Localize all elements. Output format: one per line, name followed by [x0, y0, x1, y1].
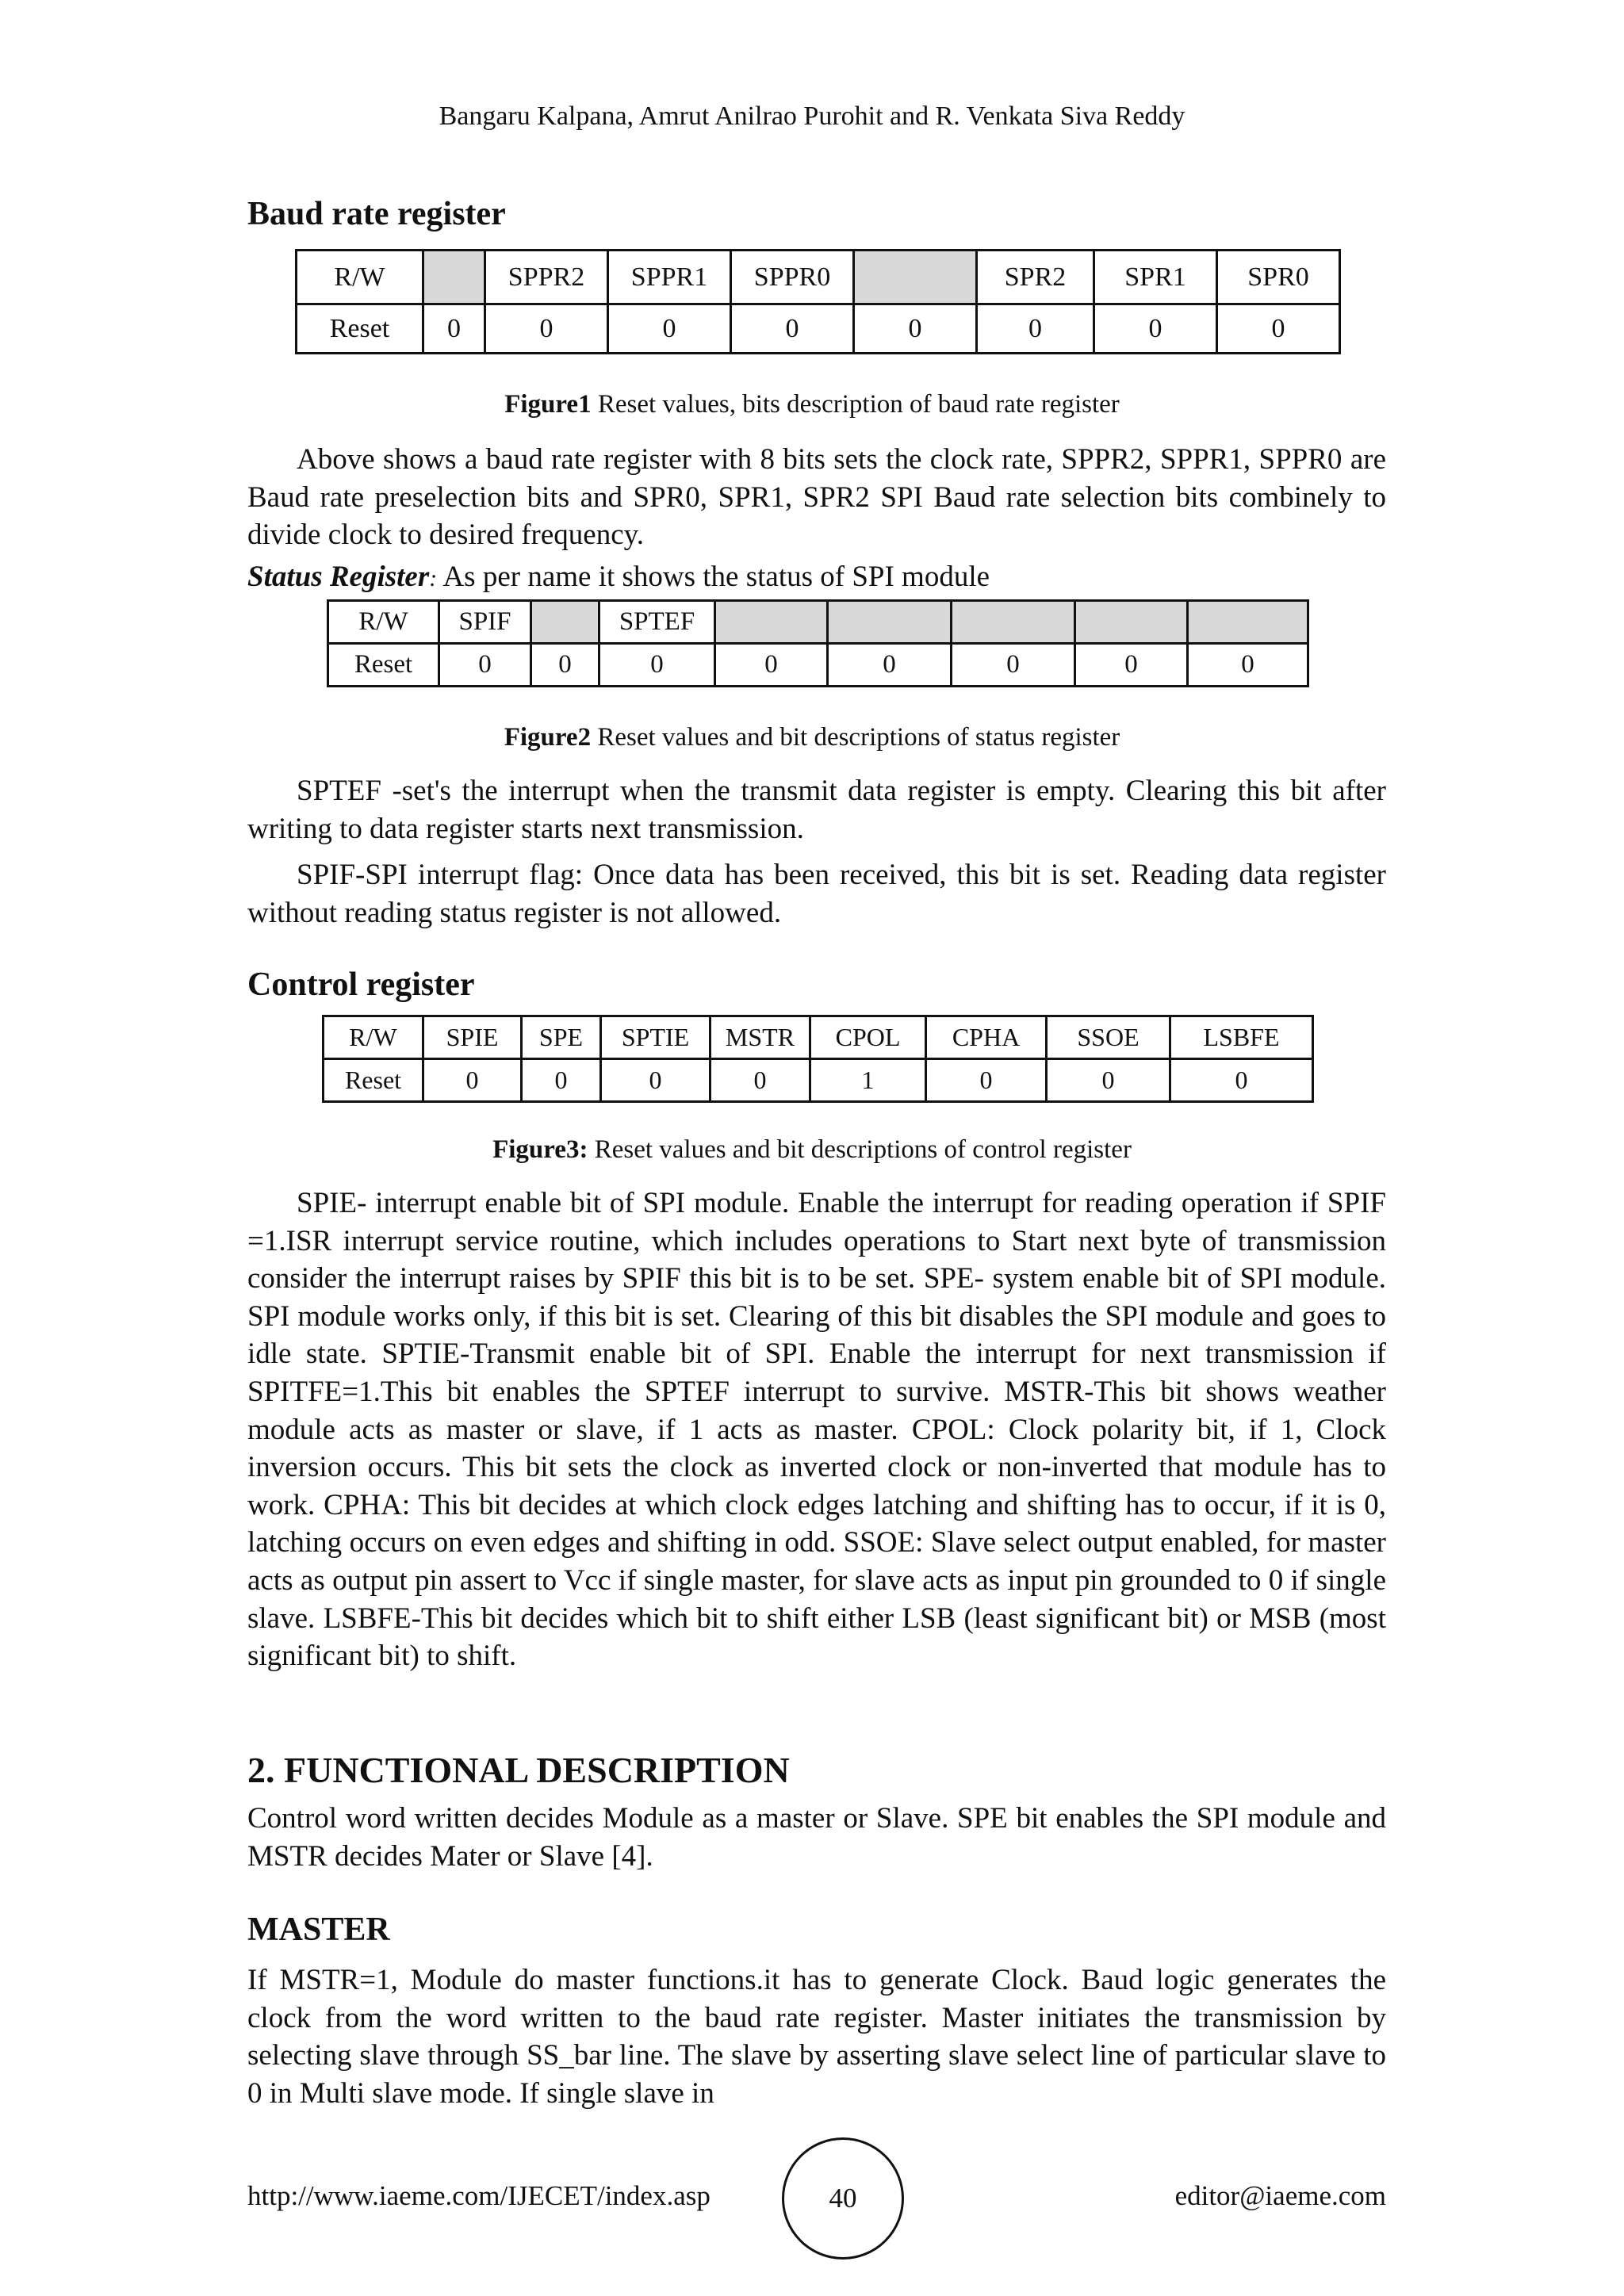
figure3-caption	[0, 1135, 1624, 1165]
figure2-text: Reset values and bit descriptions of status register	[591, 723, 1120, 752]
table-cell: 0	[608, 304, 731, 354]
table-cell	[531, 601, 599, 644]
table-cell: 0	[731, 304, 854, 354]
table-cell	[828, 601, 952, 644]
table-cell: 0	[710, 1059, 810, 1102]
table-cell: 1	[810, 1059, 926, 1102]
status-register-colon: :	[429, 565, 438, 591]
table-cell: SPE	[522, 1016, 601, 1059]
figure3-label: Figure3:	[492, 1135, 588, 1164]
table-cell	[1188, 601, 1308, 644]
baud-rate-heading: Baud rate register	[247, 196, 506, 232]
table-cell: SPPR1	[608, 251, 731, 304]
table-cell: MSTR	[710, 1016, 810, 1059]
status-rw-row	[328, 601, 1308, 644]
table-cell: 0	[1170, 1059, 1313, 1102]
table-cell: 0	[423, 1059, 522, 1102]
functional-description-paragraph: Control word written decides Module as a master or Slave. SPE bit enables the SPI module and MSTR decides Mater or Slave [4].	[247, 1802, 1386, 1873]
status-register-lead	[247, 560, 990, 594]
control-register-paragraph: SPIE- interrupt enable bit of SPI module. Enable the interrupt for reading operation if SPIF =1.ISR interrupt service routine, which includes operations to Start next byte of transmission consider the interrupt raises by SPIF this bit is to be set. SPE- system enable bit of SPI module. SPI module works only, if this bit is set. Clearing of this bit disables the SPI module and goes to idle state. SPTIE-Transmit enable bit of SPI. Enable the interrupt for next transmission if SPITFE=1.This bit enables the SPTEF interrupt to survive. MSTR-This bit shows weather module acts as master or slave, if 1 acts as master. CPOL: Clock polarity bit, if 1, Clock inversion occurs. This bit sets the clock as inverted clock or non-inverted that module has to work. CPHA: This bit decides at which clock edges latching and shifting has to occur, if it is 0, latching occurs on even edges and shifting in odd. SSOE: Slave select output enabled, for master acts as output pin assert to Vcc if single master, for slave acts as input pin grounded to 0 if single slave. LSBFE-This bit decides which bit to shift either LSB (least significant bit) or MSB (most significant bit) to shift.	[247, 1187, 1386, 1673]
table-cell	[952, 601, 1075, 644]
figure2-caption	[0, 723, 1624, 752]
table-cell: Reset	[324, 1059, 423, 1102]
figure3-text: Reset values and bit descriptions of control register	[588, 1135, 1132, 1164]
figure1-label: Figure1	[504, 390, 592, 419]
table-cell	[1075, 601, 1188, 644]
table-cell: SPTIE	[601, 1016, 710, 1059]
status-reset-row	[328, 644, 1308, 687]
table-cell: R/W	[297, 251, 423, 304]
table-cell: 0	[715, 644, 828, 687]
table-cell: CPOL	[810, 1016, 926, 1059]
table-cell: 0	[531, 644, 599, 687]
baud-reset-row	[297, 304, 1340, 354]
table-cell: 0	[522, 1059, 601, 1102]
page-number	[782, 2137, 904, 2260]
footer-email: editor@iaeme.com	[1174, 2180, 1386, 2211]
table-cell: 0	[601, 1059, 710, 1102]
table-cell: SPPR0	[731, 251, 854, 304]
table-cell	[423, 251, 485, 304]
table-cell: SPTEF	[599, 601, 715, 644]
running-header: Bangaru Kalpana, Amrut Anilrao Purohit and R. Venkata Siva Reddy	[439, 101, 1185, 131]
table-cell: SPR1	[1094, 251, 1217, 304]
spif-paragraph: SPIF-SPI interrupt flag: Once data has been received, this bit is set. Reading data register without reading status register is not allowed.	[247, 859, 1386, 929]
table-cell: 0	[828, 644, 952, 687]
control-rw-row	[324, 1016, 1313, 1059]
table-cell: 0	[854, 304, 977, 354]
status-register-table	[327, 599, 1309, 687]
table-cell: 0	[423, 304, 485, 354]
table-cell: 0	[952, 644, 1075, 687]
table-cell: 0	[1075, 644, 1188, 687]
table-cell: 0	[1217, 304, 1340, 354]
table-cell: CPHA	[926, 1016, 1047, 1059]
control-register-table	[322, 1015, 1314, 1103]
sptef-paragraph: SPTEF -set's the interrupt when the transmit data register is empty. Clearing this bit after writing to data register starts next transmission.	[247, 775, 1386, 845]
figure2-label: Figure2	[504, 723, 592, 752]
table-cell: SPR2	[977, 251, 1094, 304]
table-cell: 0	[439, 644, 531, 687]
table-cell: 0	[599, 644, 715, 687]
master-heading: MASTER	[247, 1911, 390, 1948]
figure1-text: Reset values, bits description of baud rate register	[591, 390, 1120, 419]
table-cell: R/W	[328, 601, 439, 644]
baud-rw-row	[297, 251, 1340, 304]
table-cell: 0	[926, 1059, 1047, 1102]
table-cell: SSOE	[1047, 1016, 1170, 1059]
baud-rate-register-table	[295, 249, 1341, 354]
master-paragraph: If MSTR=1, Module do master functions.it has to generate Clock. Baud logic generates the clock from the word written to the baud rate register. Master initiates the transmission by selecting slave through SS_bar line. The slave by asserting slave select line of particular slave to 0 in Multi slave mode. If single slave in	[247, 1964, 1386, 2110]
table-cell: SPPR2	[485, 251, 608, 304]
footer-url: http://www.iaeme.com/IJECET/index.asp	[247, 2180, 710, 2211]
page-number-text: 40	[829, 2183, 857, 2214]
table-cell	[715, 601, 828, 644]
status-register-text: As per name it shows the status of SPI module	[437, 561, 990, 593]
table-cell: LSBFE	[1170, 1016, 1313, 1059]
table-cell: 0	[1094, 304, 1217, 354]
table-cell: 0	[485, 304, 608, 354]
table-cell: 0	[1047, 1059, 1170, 1102]
baud-rate-paragraph: Above shows a baud rate register with 8 bits sets the clock rate, SPPR2, SPPR1, SPPR0 are Baud rate preselection bits and SPR0, SPR1, SPR2 SPI Baud rate selection bits combinely to divide clock to desired frequency.	[247, 443, 1386, 552]
table-cell: R/W	[324, 1016, 423, 1059]
status-register-title: Status Register	[247, 561, 430, 593]
functional-description-heading: 2. FUNCTIONAL DESCRIPTION	[247, 1750, 790, 1790]
table-cell	[854, 251, 977, 304]
figure1-caption	[0, 390, 1624, 419]
table-cell: 0	[977, 304, 1094, 354]
table-cell: SPR0	[1217, 251, 1340, 304]
table-cell: SPIF	[439, 601, 531, 644]
control-register-heading: Control register	[247, 966, 475, 1003]
table-cell: 0	[1188, 644, 1308, 687]
table-cell: SPIE	[423, 1016, 522, 1059]
table-cell: Reset	[328, 644, 439, 687]
control-reset-row	[324, 1059, 1313, 1102]
table-cell: Reset	[297, 304, 423, 354]
